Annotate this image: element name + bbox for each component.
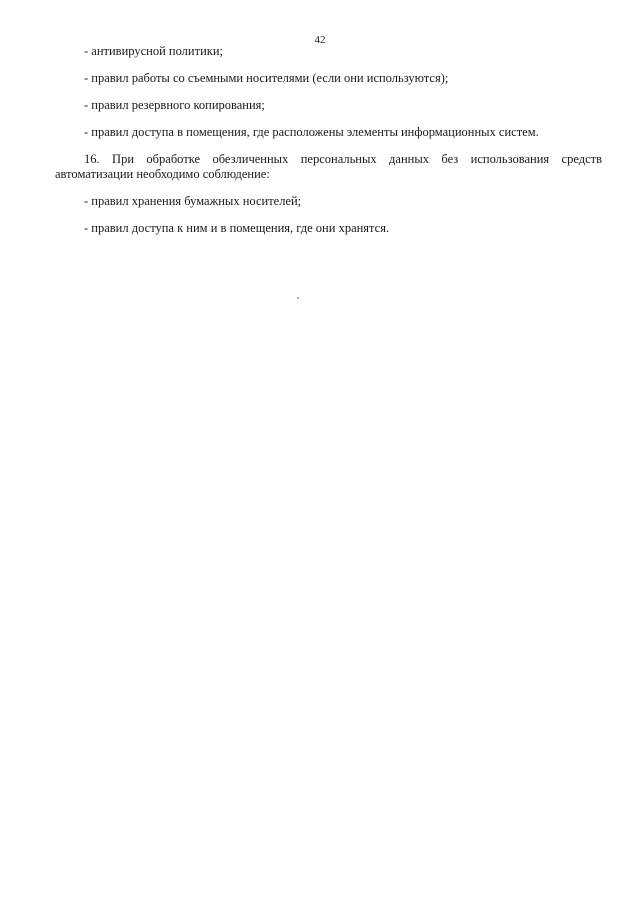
scan-speck bbox=[297, 297, 299, 299]
list-item: - правил работы со съемными носителями (если они используются); bbox=[84, 71, 449, 85]
list-item: - правил доступа к ним и в помещения, где они хранятся. bbox=[84, 221, 390, 235]
list-item: - правил доступа в помещения, где расположены элементы информационных систем. bbox=[84, 125, 539, 139]
page-number: 42 bbox=[314, 34, 326, 46]
list-item: - правил резервного копирования; bbox=[84, 98, 265, 112]
paragraph-16: 16. При обработке обезличенных персональных данных без использования средств автоматизации необходимо соблюдение: bbox=[55, 152, 602, 181]
list-item: - антивирусной политики; bbox=[84, 44, 223, 58]
page-content bbox=[55, 44, 602, 248]
list-item: - правил хранения бумажных носителей; bbox=[84, 194, 302, 208]
